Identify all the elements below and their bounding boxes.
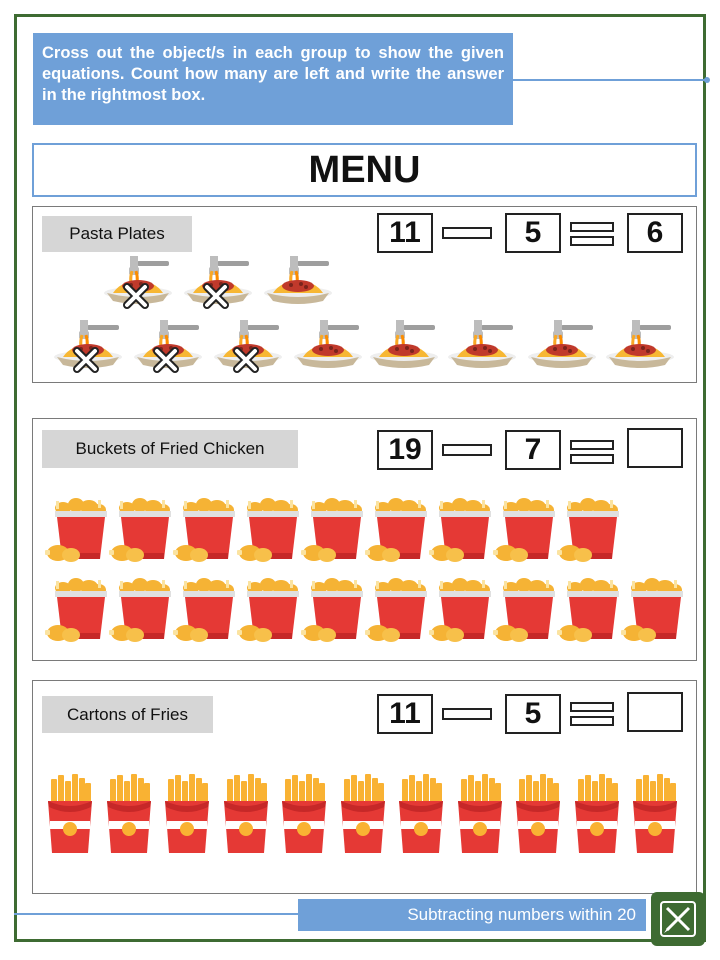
equals-sign-bottom	[570, 236, 614, 246]
instructions-box: Cross out the object/s in each group to show the given equations. Count how many are left and write the answer in the rightmost box.	[33, 33, 513, 125]
fried-chicken-bucket-icon[interactable]	[43, 575, 113, 650]
fried-chicken-bucket-icon[interactable]	[171, 495, 241, 570]
fried-chicken-bucket-icon[interactable]	[107, 495, 177, 570]
pasta-plate-icon[interactable]	[603, 317, 677, 378]
minus-sign	[442, 227, 492, 239]
fried-chicken-bucket-icon[interactable]	[491, 575, 561, 650]
section-label: Pasta Plates	[42, 216, 192, 252]
equals-sign-top	[570, 702, 614, 712]
equals-sign-bottom	[570, 454, 614, 464]
pasta-plate-icon[interactable]	[131, 317, 205, 378]
fried-chicken-bucket-icon[interactable]	[299, 495, 369, 570]
answer-box[interactable]	[627, 692, 683, 732]
section-label: Buckets of Fried Chicken	[42, 430, 298, 468]
cross-out-icon	[73, 347, 99, 378]
fries-carton-icon[interactable]	[45, 773, 95, 860]
pasta-plate-icon[interactable]	[51, 317, 125, 378]
minus-sign	[442, 444, 492, 456]
fried-chicken-bucket-icon[interactable]	[171, 575, 241, 650]
instructions-connector	[513, 79, 706, 81]
minuend-box: 11	[377, 694, 433, 734]
equals-sign-bottom	[570, 716, 614, 726]
fries-carton-icon[interactable]	[104, 773, 154, 860]
subtrahend-box: 7	[505, 430, 561, 470]
fries-carton-icon[interactable]	[396, 773, 446, 860]
answer-box[interactable]: 6	[627, 213, 683, 253]
equals-sign-top	[570, 222, 614, 232]
pasta-plate-icon[interactable]	[101, 253, 175, 314]
minuend-box: 11	[377, 213, 433, 253]
fries-carton-icon[interactable]	[338, 773, 388, 860]
cross-out-icon	[203, 283, 229, 314]
fries-carton-icon[interactable]	[279, 773, 329, 860]
fries-carton-icon[interactable]	[513, 773, 563, 860]
section-pasta-plates	[32, 206, 697, 383]
fried-chicken-bucket-icon[interactable]	[619, 575, 689, 650]
fried-chicken-bucket-icon[interactable]	[555, 575, 625, 650]
fried-chicken-bucket-icon[interactable]	[491, 495, 561, 570]
minus-sign	[442, 708, 492, 720]
fries-carton-icon[interactable]	[630, 773, 680, 860]
minuend-box: 19	[377, 430, 433, 470]
fries-carton-icon[interactable]	[221, 773, 271, 860]
fried-chicken-bucket-icon[interactable]	[43, 495, 113, 570]
fried-chicken-bucket-icon[interactable]	[427, 495, 497, 570]
instructions-connector-dot	[704, 77, 710, 83]
cross-out-icon	[233, 347, 259, 378]
section-fried-chicken	[32, 418, 697, 661]
footer-title: Subtracting numbers within 20	[298, 899, 646, 931]
fried-chicken-bucket-icon[interactable]	[235, 575, 305, 650]
cross-out-icon	[153, 347, 179, 378]
fried-chicken-bucket-icon[interactable]	[555, 495, 625, 570]
subtrahend-box: 5	[505, 694, 561, 734]
fried-chicken-bucket-icon[interactable]	[299, 575, 369, 650]
menu-title: MENU	[32, 143, 697, 197]
pasta-plate-icon[interactable]	[211, 317, 285, 378]
section-cartons-of-fries	[32, 680, 697, 894]
pasta-plate-icon[interactable]	[291, 317, 365, 378]
pasta-plate-icon[interactable]	[525, 317, 599, 378]
equals-sign-top	[570, 440, 614, 450]
pencil-ruler-logo-icon	[651, 892, 705, 946]
footer-connector	[14, 913, 300, 915]
fried-chicken-bucket-icon[interactable]	[363, 575, 433, 650]
cross-out-icon	[123, 283, 149, 314]
fries-carton-icon[interactable]	[162, 773, 212, 860]
fries-carton-icon[interactable]	[455, 773, 505, 860]
fried-chicken-bucket-icon[interactable]	[427, 575, 497, 650]
pasta-plate-icon[interactable]	[181, 253, 255, 314]
subtrahend-box: 5	[505, 213, 561, 253]
fried-chicken-bucket-icon[interactable]	[235, 495, 305, 570]
pasta-plate-icon[interactable]	[367, 317, 441, 378]
pasta-plate-icon[interactable]	[445, 317, 519, 378]
fried-chicken-bucket-icon[interactable]	[363, 495, 433, 570]
pasta-plate-icon[interactable]	[261, 253, 335, 314]
section-label: Cartons of Fries	[42, 696, 213, 733]
answer-box[interactable]	[627, 428, 683, 468]
fries-carton-icon[interactable]	[572, 773, 622, 860]
fried-chicken-bucket-icon[interactable]	[107, 575, 177, 650]
